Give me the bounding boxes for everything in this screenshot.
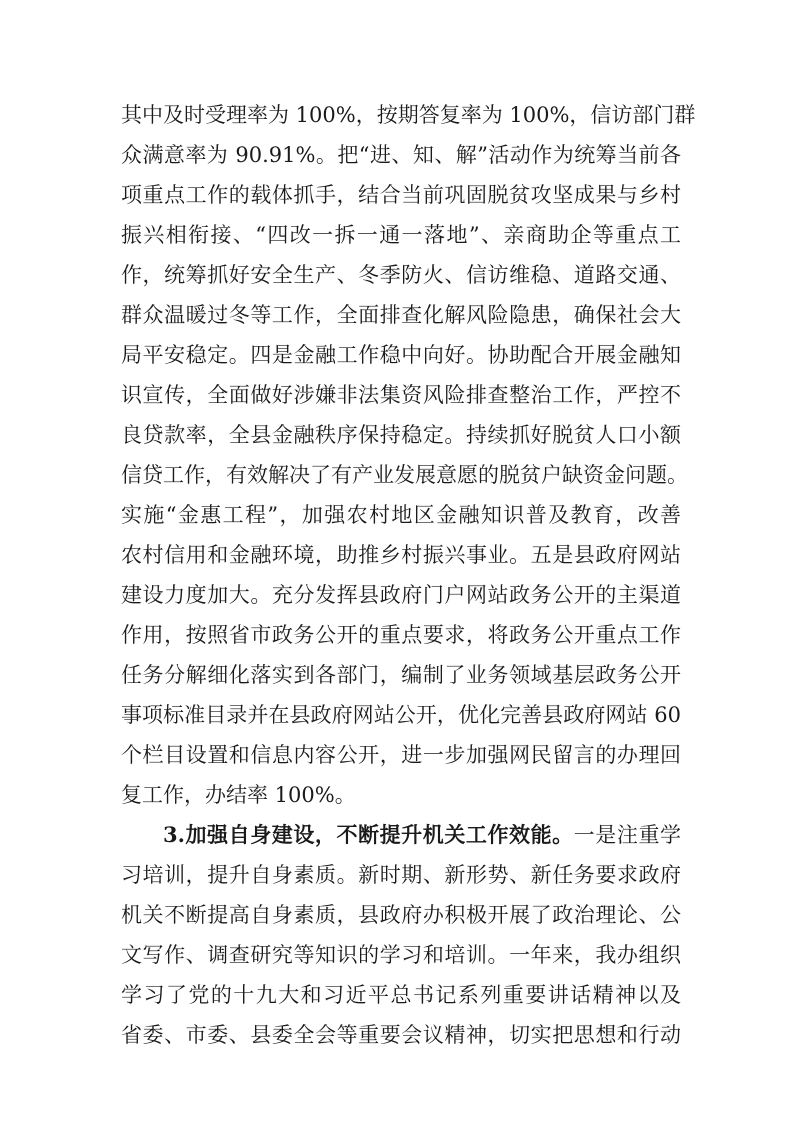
paragraph-1-line: 识宣传，全面做好涉嫌非法集资风险排查整治工作，严控不 [121, 383, 681, 407]
paragraph-2-line: 学习了党的十九大和习近平总书记系列重要讲话精神以及 [121, 983, 681, 1007]
paragraph-1-line: 其中及时受理率为 100%，按期答复率为 100%，信访部门群 [121, 103, 696, 127]
paragraph-2-line: 文写作、调查研究等知识的学习和培训。一年来，我办组织 [121, 943, 681, 967]
paragraph-1-line: 作用，按照省市政务公开的重点要求，将政务公开重点工作 [121, 623, 681, 647]
paragraph-1-line: 信贷工作，有效解决了有产业发展意愿的脱贫户缺资金问题。 [121, 463, 688, 487]
paragraph-1-line: 建设力度加大。充分发挥县政府门户网站政务公开的主渠道 [121, 583, 681, 607]
paragraph-1-line: 复工作，办结率 100%。 [121, 783, 356, 807]
paragraph-1-line: 事项标准目录并在县政府网站公开，优化完善县政府网站 60 [121, 703, 681, 727]
paragraph-1-line: 众满意率为 90.91%。把“进、知、解”活动作为统筹当前各 [121, 143, 681, 167]
paragraph-2-first-line [163, 815, 681, 855]
paragraph-1-line: 实施“金惠工程”，加强农村地区金融知识普及教育，改善 [121, 503, 681, 527]
paragraph-1-line: 振兴相衔接、“四改一拆一通一落地”、亲商助企等重点工 [121, 223, 681, 247]
paragraph-1-line: 项重点工作的载体抓手，结合当前巩固脱贫攻坚成果与乡村 [121, 183, 681, 207]
paragraph-2-line: 机关不断提高自身素质，县政府办积极开展了政治理论、公 [121, 903, 681, 927]
section-heading: 3.加强自身建设，不断提升机关工作效能。 [163, 822, 574, 847]
paragraph-1-line: 任务分解细化落实到各部门，编制了业务领域基层政务公开 [121, 663, 681, 687]
paragraph-2-line: 习培训，提升自身素质。新时期、新形势、新任务要求政府 [121, 863, 681, 887]
paragraph-1-line: 农村信用和金融环境，助推乡村振兴事业。五是县政府网站 [121, 543, 681, 567]
paragraph-1-line: 局平安稳定。四是金融工作稳中向好。协助配合开展金融知 [121, 343, 681, 367]
paragraph-2-first-line-text: 一是注重学 [573, 823, 682, 847]
paragraph-1-line: 作，统筹抓好安全生产、冬季防火、信访维稳、道路交通、 [121, 263, 681, 287]
paragraph-1-line: 个栏目设置和信息内容公开，进一步加强网民留言的办理回 [121, 743, 681, 767]
paragraph-1-line: 良贷款率，全县金融秩序保持稳定。持续抓好脱贫人口小额 [121, 423, 681, 447]
paragraph-2-line: 省委、市委、县委全会等重要会议精神，切实把思想和行动 [121, 1023, 681, 1047]
paragraph-1-line: 群众温暖过冬等工作，全面排查化解风险隐患，确保社会大 [121, 303, 681, 327]
